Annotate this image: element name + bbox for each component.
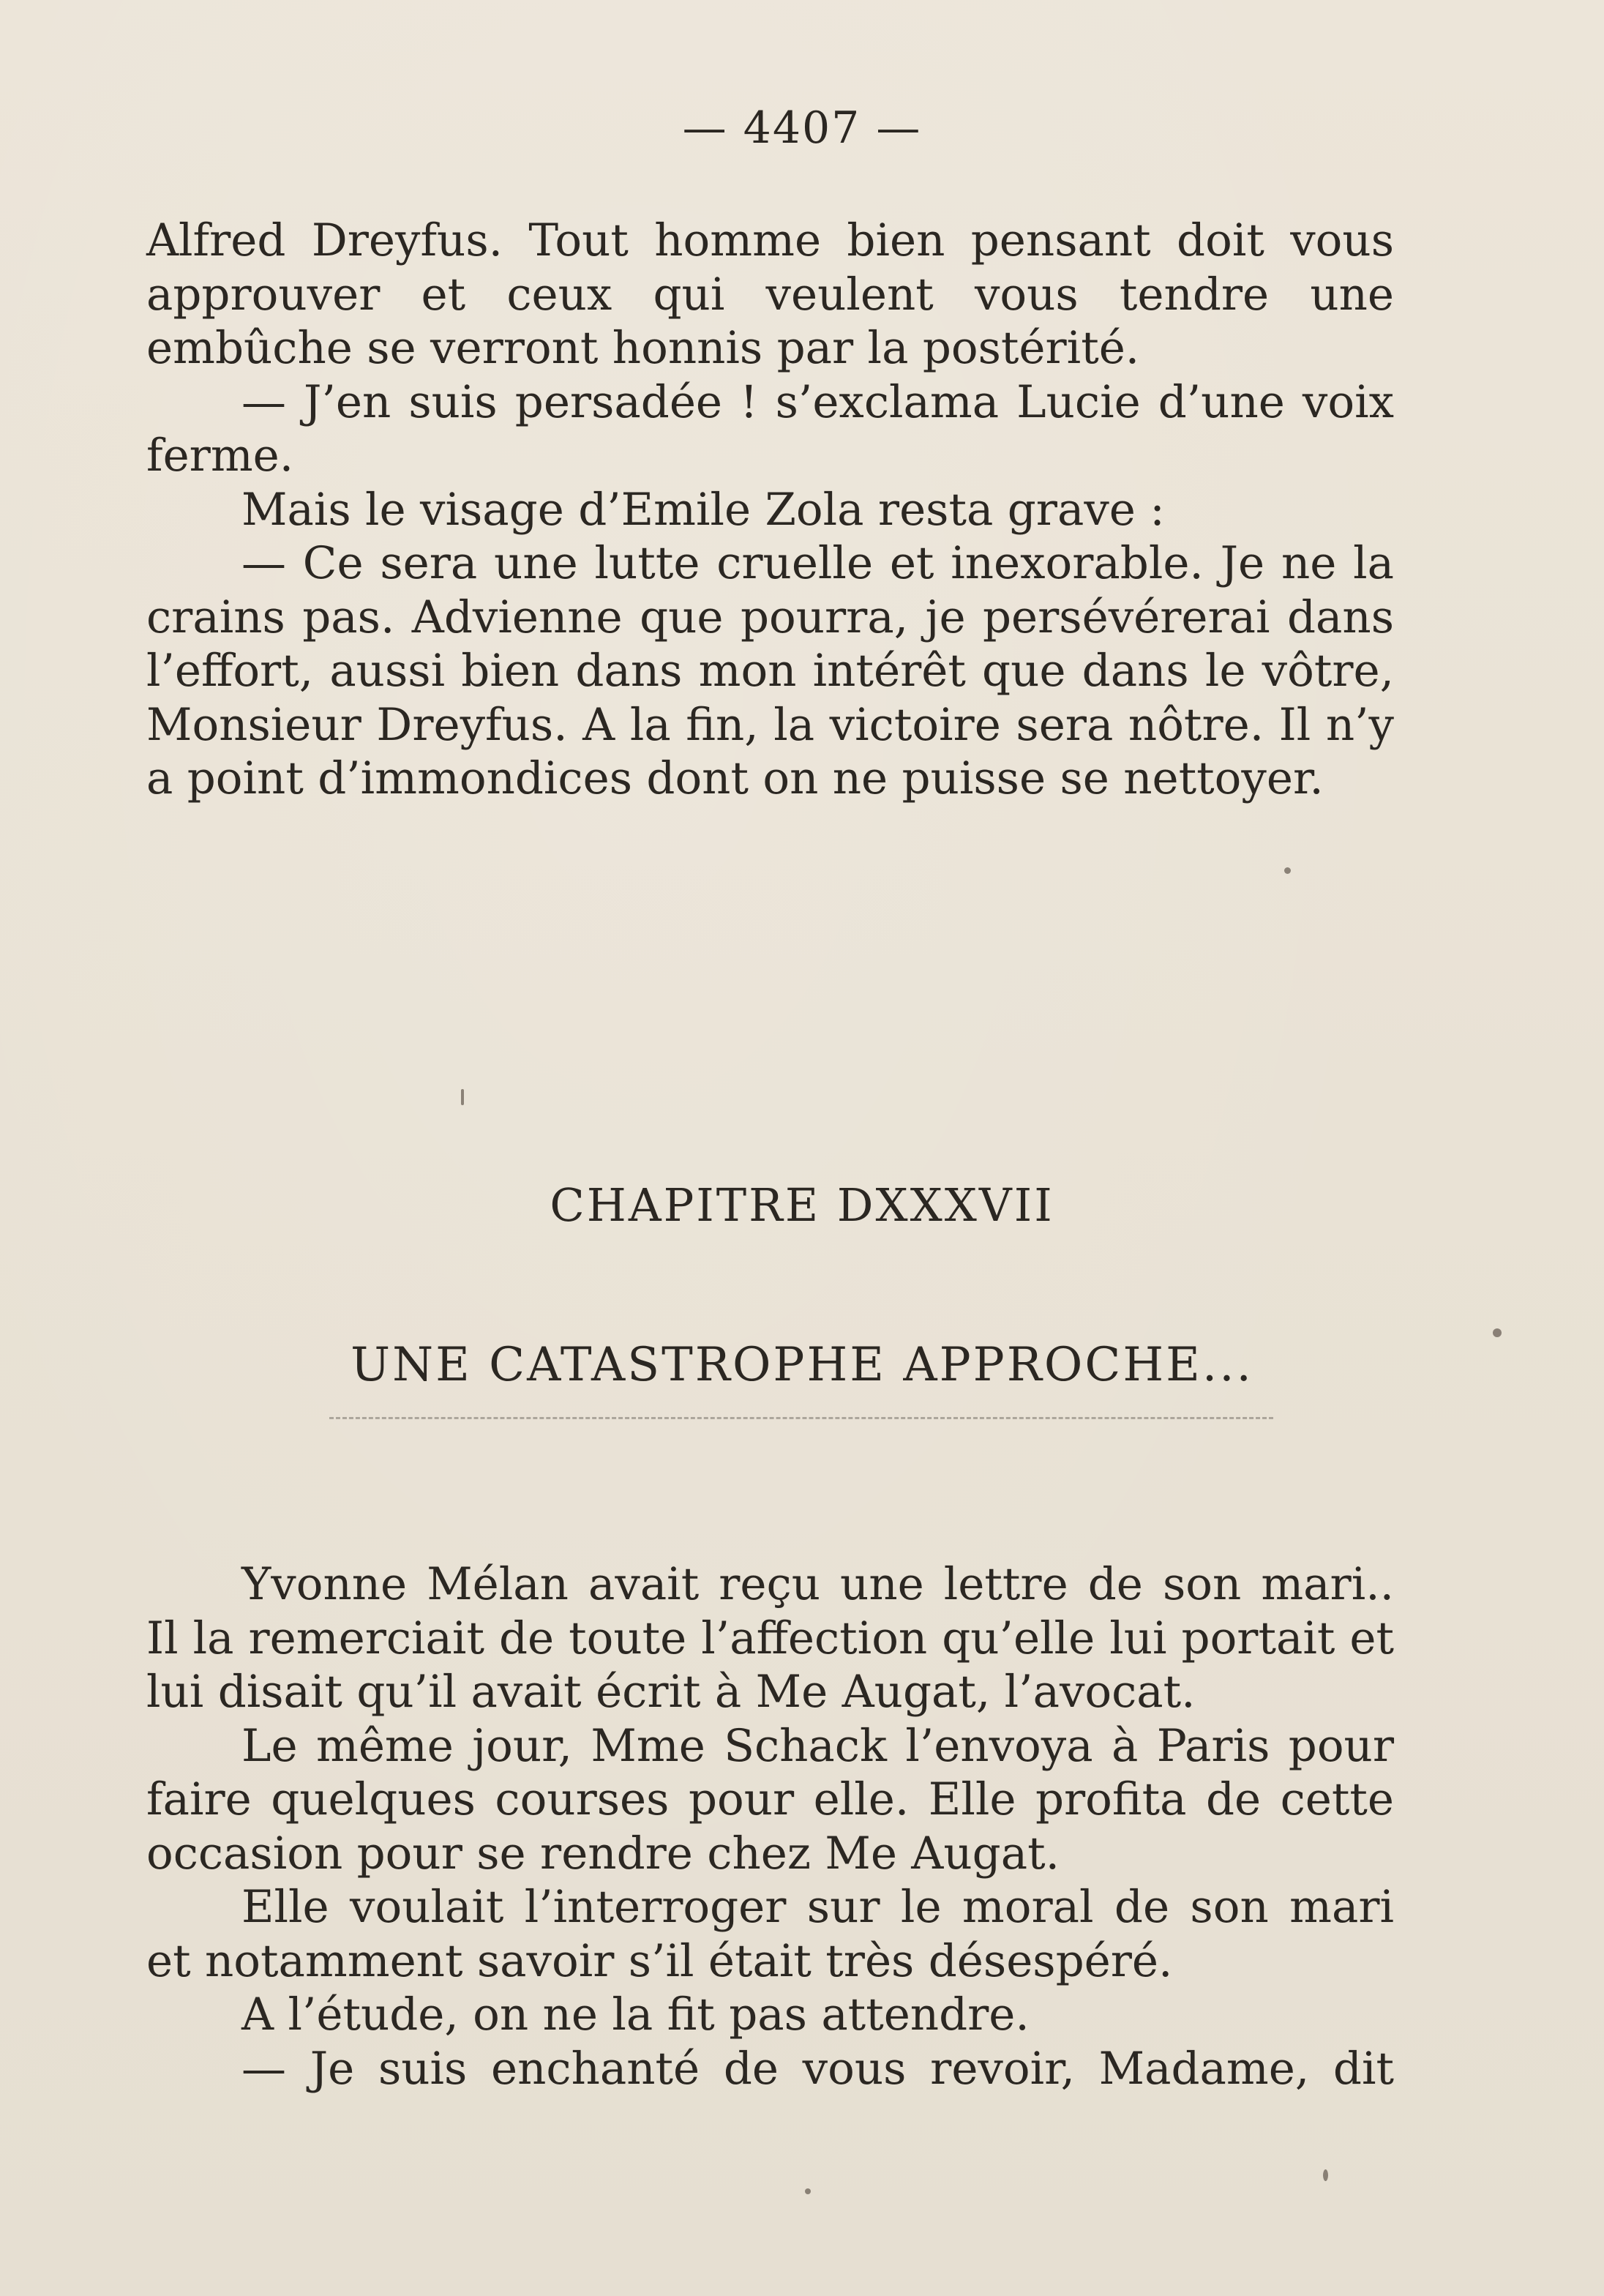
paragraph: Le même jour, Mme Schack l’envoya à Paris pour faire quelques courses pour elle. Elle profita de cette occasion pour se rendre chez Me Augat. <box>146 1719 1394 1880</box>
chapter-number: CHAPITRE DXXXVII <box>550 1178 1054 1232</box>
paper-speck <box>461 1089 464 1105</box>
title-divider <box>329 1417 1273 1419</box>
paragraph: — Je suis enchanté de vous revoir, Madame, dit <box>241 2042 1394 2095</box>
paragraph: Elle voulait l’interroger sur le moral de son mari et notamment savoir s’il était très désespéré. <box>146 1881 1394 1987</box>
paragraph: Mais le visage d’Emile Zola resta grave : <box>241 483 1165 536</box>
paragraph: A l’étude, on ne la fit pas attendre. <box>241 1989 1030 2041</box>
paper-speck <box>1284 867 1291 874</box>
paper-speck <box>805 2188 811 2194</box>
top-text-block <box>146 214 1394 806</box>
paragraph: — Ce sera une lutte cruelle et inexorable. Je ne la crains pas. Advienne que pourra, je persévérerai dans l’effort, aussi bien dans mon intérêt que dans le vôtre, Monsieur Dreyfus. A la fin, la victoire sera nôtre. Il n’y a point d’immondices dont on ne puisse se nettoyer. <box>146 537 1394 804</box>
paper-speck <box>1493 1328 1502 1337</box>
paragraph: Yvonne Mélan avait reçu une lettre de son mari.. Il la remerciait de toute l’affection qu’elle lui portait et lui disait qu’il avait écrit à Me Augat, l’avocat. <box>146 1558 1394 1718</box>
page-number: — 4407 — <box>682 102 922 154</box>
chapter-title: UNE CATASTROPHE APPROCHE... <box>351 1338 1253 1392</box>
paragraph: — J’en suis persadée ! s’exclama Lucie d’une voix ferme. <box>146 375 1394 482</box>
bottom-text-block <box>146 1558 1394 2095</box>
paper-speck <box>1323 2169 1328 2181</box>
paragraph: Alfred Dreyfus. Tout homme bien pensant doit vous approuver et ceux qui veulent vous tendre une embûche se verront honnis par la postérité. <box>146 214 1394 374</box>
